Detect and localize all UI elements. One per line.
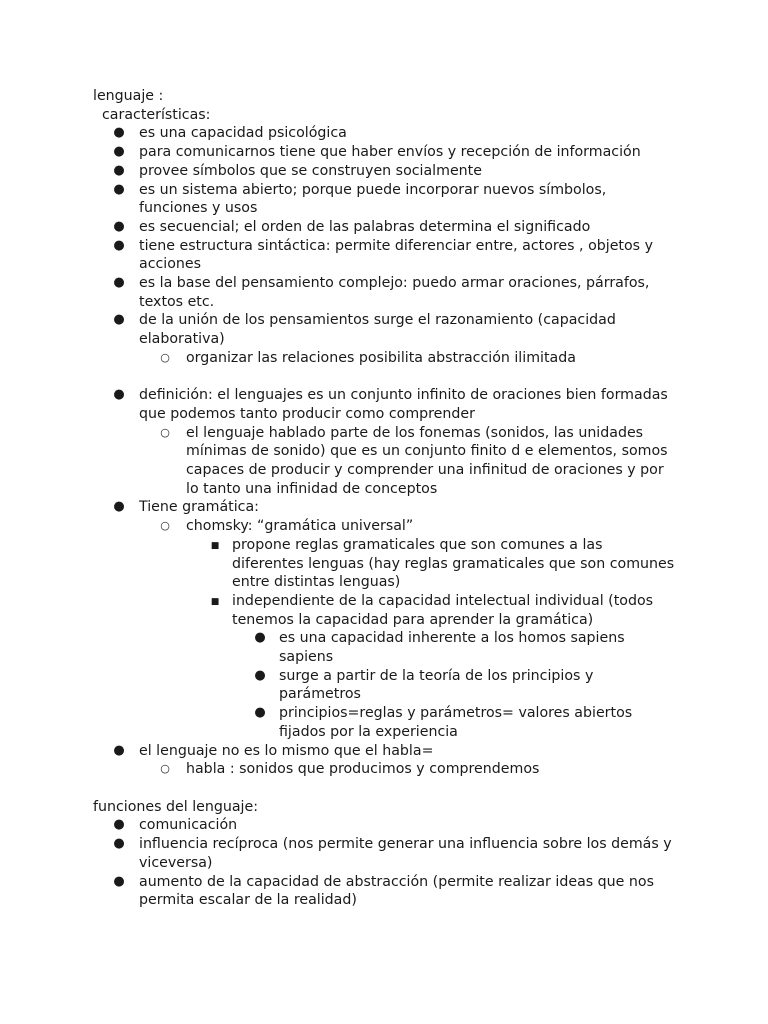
circle-bullet-icon: ○	[160, 519, 170, 533]
bullet-icon: ●	[113, 742, 125, 758]
chomsky-subpoint: principios=reglas y parámetros= valores abiertos	[279, 705, 633, 722]
bullet-icon: ●	[113, 237, 125, 253]
function-item: aumento de la capacidad de abstracción (permite realizar ideas que nos	[139, 873, 654, 890]
chomsky-subpoint: es una capacidad inherente a los homos sapiens	[279, 630, 625, 647]
bullet-icon: ●	[254, 705, 266, 721]
functions-heading	[0, 798, 768, 817]
chomsky-point-continued: entre distintas lenguas)	[232, 574, 401, 591]
definition-subitem-continued: capaces de producir y comprender una infinitud de oraciones y por	[186, 462, 664, 479]
circle-bullet-icon: ○	[160, 350, 170, 364]
bullet-icon: ●	[113, 125, 125, 141]
list-item: tiene estructura sintáctica: permite diferenciar entre, actores , objetos y	[139, 237, 653, 254]
speech-item: el lenguaje no es lo mismo que el habla=	[139, 742, 434, 759]
function-item-continued: viceversa)	[139, 854, 213, 871]
chomsky-point-continued: diferentes lenguas (hay reglas gramaticales que son comunes	[232, 555, 675, 572]
bullet-icon: ●	[113, 275, 125, 291]
square-bullet-icon: ■	[210, 540, 220, 551]
chomsky-subpoint-continued: parámetros	[279, 686, 361, 703]
list-item-continued: acciones	[139, 256, 202, 273]
bullet-icon: ●	[113, 162, 125, 178]
bullet-icon: ●	[254, 667, 266, 683]
bullet-icon: ●	[113, 499, 125, 515]
bullet-icon: ●	[113, 817, 125, 833]
document-heading	[0, 87, 768, 106]
circle-bullet-icon: ○	[160, 762, 170, 776]
heading-text: lenguaje :	[93, 88, 164, 104]
definition-subitem: el lenguaje hablado parte de los fonemas (sonidos, las unidades	[186, 424, 644, 441]
list-item-continued: textos etc.	[139, 293, 215, 310]
list-item: es una capacidad psicológica	[139, 125, 347, 142]
chomsky-point: independiente de la capacidad intelectual individual (todos	[232, 592, 654, 609]
bullet-icon: ●	[113, 387, 125, 403]
chomsky-subpoint-continued: sapiens	[279, 649, 334, 666]
list-item: es secuencial; el orden de las palabras determina el significado	[139, 218, 591, 235]
definition-subitem-continued: lo tanto una infinidad de conceptos	[186, 480, 438, 497]
function-item: comunicación	[139, 817, 238, 834]
chomsky-subpoint: surge a partir de la teoría de los principios y	[279, 667, 594, 684]
chomsky-point: propone reglas gramaticales que son comunes a las	[232, 536, 603, 553]
chomsky-point-continued: tenemos la capacidad para aprender la gramática)	[232, 611, 594, 628]
bullet-icon: ●	[113, 312, 125, 328]
bullet-icon: ●	[113, 836, 125, 852]
definition-item-continued: que podemos tanto producir como comprender	[139, 405, 475, 422]
function-item: influencia recíproca (nos permite generar una influencia sobre los demás y	[139, 836, 672, 853]
chomsky-subpoint-continued: fijados por la experiencia	[279, 723, 458, 740]
bullet-icon: ●	[113, 873, 125, 889]
definition-subitem-continued: mínimas de sonido) que es un conjunto finito d e elementos, somos	[186, 443, 668, 460]
bullet-icon: ●	[113, 218, 125, 234]
document-page	[0, 87, 768, 910]
chomsky-item: chomsky: “gramática universal”	[186, 518, 414, 535]
speech-subitem: habla : sonidos que producimos y comprendemos	[186, 761, 540, 778]
list-item: es un sistema abierto; porque puede incorporar nuevos símbolos,	[139, 181, 607, 198]
circle-bullet-icon: ○	[160, 425, 170, 439]
list-item-continued: elaborativa)	[139, 331, 225, 348]
functions-heading-text: funciones del lenguaje:	[93, 798, 259, 815]
bullet-icon: ●	[113, 181, 125, 197]
bullet-icon: ●	[113, 144, 125, 160]
subheading	[0, 106, 768, 125]
square-bullet-icon: ■	[210, 596, 220, 607]
definition-item: definición: el lenguajes es un conjunto infinito de oraciones bien formadas	[139, 387, 668, 404]
bullet-icon: ●	[254, 630, 266, 646]
list-item: de la unión de los pensamientos surge el razonamiento (capacidad	[139, 312, 616, 329]
list-item: provee símbolos que se construyen socialmente	[139, 162, 482, 179]
function-item-continued: permita escalar de la realidad)	[139, 892, 357, 909]
subheading-text: características:	[102, 106, 211, 123]
list-item: es la base del pensamiento complejo: puedo armar oraciones, párrafos,	[139, 275, 650, 292]
list-item: para comunicarnos tiene que haber envíos y recepción de información	[139, 144, 641, 161]
grammar-item: Tiene gramática:	[139, 499, 259, 516]
list-subitem: organizar las relaciones posibilita abstracción ilimitada	[186, 349, 576, 366]
list-item-continued: funciones y usos	[139, 200, 258, 217]
